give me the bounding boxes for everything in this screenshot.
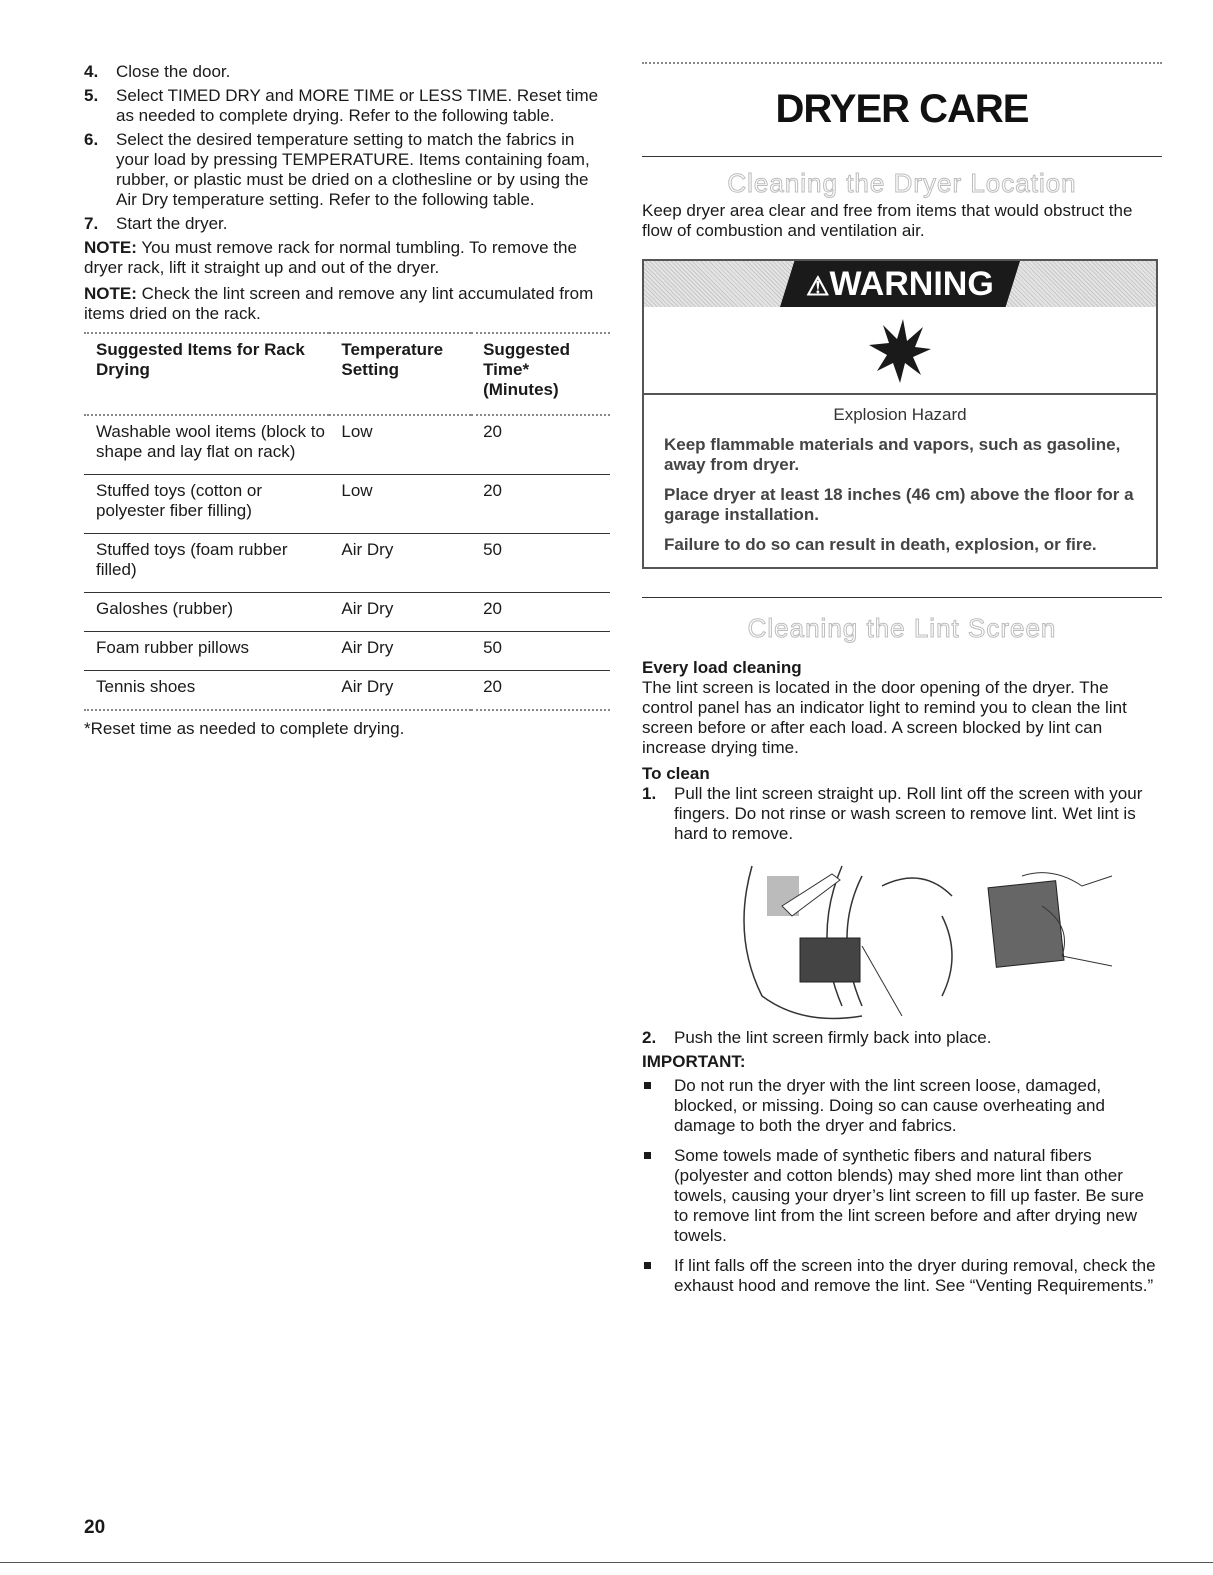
drying-steps	[84, 62, 610, 234]
bottom-rule	[0, 1562, 1213, 1563]
heading-dryer-location: Cleaning the Dryer Location	[727, 168, 1077, 198]
table-footnote: *Reset time as needed to complete drying.	[84, 719, 405, 738]
note-remove-rack: NOTE: You must remove rack for normal tumbling. To remove the dryer rack, lift it straight up and out of the dryer.	[84, 238, 577, 277]
title-rule	[642, 156, 1162, 157]
rack-drying-table	[84, 332, 610, 711]
bullet-square-icon	[644, 1152, 651, 1159]
bullet-square-icon	[644, 1262, 651, 1269]
lint-screen-drawing	[722, 856, 1152, 1028]
list-item: Do not run the dryer with the lint screen loose, damaged, blocked, or missing. Doing so can cause overheating and damage to both the dryer and fabrics.	[642, 1076, 1162, 1136]
heading-lint-screen: Cleaning the Lint Screen	[747, 613, 1057, 643]
lint-screen-text: The lint screen is located in the door opening of the dryer. The control panel has an indicator light to remind you to clean the lint screen before or after each load. A screen blocked by lint can increase drying time.	[642, 678, 1127, 757]
table-row: Tennis shoes Air Dry 20	[84, 671, 610, 711]
every-load-heading: Every load cleaning	[642, 658, 802, 677]
warning-line: Place dryer at least 18 inches (46 cm) above the floor for a garage installation.	[664, 485, 1134, 524]
left-column	[84, 62, 610, 739]
lint-step-2: 2. Push the lint screen firmly back into place.	[642, 1028, 992, 1047]
to-clean-heading: To clean	[642, 764, 710, 783]
warning-title: ⚠WARNING	[806, 265, 994, 303]
note-check-lint: NOTE: Check the lint screen and remove any lint accumulated from items dried on the rack.	[84, 284, 594, 323]
header-time: Suggested Time* (Minutes)	[483, 340, 570, 399]
step-4: 4. Close the door.	[84, 62, 231, 81]
bullet-square-icon	[644, 1082, 651, 1089]
important-label: IMPORTANT:	[642, 1052, 746, 1071]
table-row: Stuffed toys (foam rubber filled) Air Dry 50	[84, 534, 610, 593]
step-7: 7. Start the dryer.	[84, 214, 228, 233]
warning-line: Failure to do so can result in death, explosion, or fire.	[664, 535, 1097, 554]
explosion-symbol-area	[644, 307, 1156, 395]
hazard-label: Explosion Hazard	[833, 405, 967, 424]
dryer-location-text: Keep dryer area clear and free from items that would obstruct the flow of combustion and ventilation air.	[642, 201, 1133, 240]
table-header-row	[84, 333, 610, 415]
list-item: If lint falls off the screen into the dryer during removal, check the exhaust hood and remove the lint. See “Venting Requirements.”	[642, 1256, 1162, 1296]
table-row: Galoshes (rubber) Air Dry 20	[84, 593, 610, 632]
header-temperature: Temperature Setting	[341, 340, 444, 379]
right-column	[642, 62, 1162, 1306]
step-6: 6. Select the desired temperature setting to match the fabrics in your load by pressing TEMPERATURE. Items containing foam, rubber, or plastic must be dried on a clothesline or by using the Air Dry temperature setting. Refer to the following table.	[84, 130, 590, 209]
page-number: 20	[84, 1517, 106, 1538]
warning-header	[644, 261, 1156, 307]
lint-steps	[642, 784, 1162, 844]
table-row: Stuffed toys (cotton or polyester fiber filling) Low 20	[84, 475, 610, 534]
step-5: 5. Select TIMED DRY and MORE TIME or LESS TIME. Reset time as needed to complete drying. Refer to the following table.	[84, 86, 599, 125]
warning-line: Keep flammable materials and vapors, such as gasoline, away from dryer.	[664, 435, 1121, 474]
lint-step-1: 1. Pull the lint screen straight up. Roll lint off the screen with your fingers. Do not rinse or wash screen to remove lint. Wet lint is hard to remove.	[642, 784, 1143, 843]
top-dotted-rule	[642, 62, 1162, 64]
warning-body	[644, 395, 1156, 567]
warning-box	[642, 259, 1158, 569]
table-row: Washable wool items (block to shape and lay flat on rack) Low 20	[84, 415, 610, 475]
lint-steps-2	[642, 1028, 1162, 1048]
section-title: DRYER CARE	[775, 87, 1029, 131]
table-row: Foam rubber pillows Air Dry 50	[84, 632, 610, 671]
header-items: Suggested Items for Rack Drying	[96, 340, 305, 379]
warning-triangle-icon: ⚠	[806, 271, 830, 301]
important-list	[642, 1076, 1162, 1296]
explosion-icon	[865, 315, 935, 385]
section-rule	[642, 597, 1162, 598]
lint-screen-illustration	[642, 856, 1162, 1028]
list-item: Some towels made of synthetic fibers and natural fibers (polyester and cotton blends) may shed more lint than other towels, causing your dryer’s lint screen to fill up faster. Be sure to remove lint from the lint screen before and after drying new towels.	[642, 1146, 1162, 1246]
